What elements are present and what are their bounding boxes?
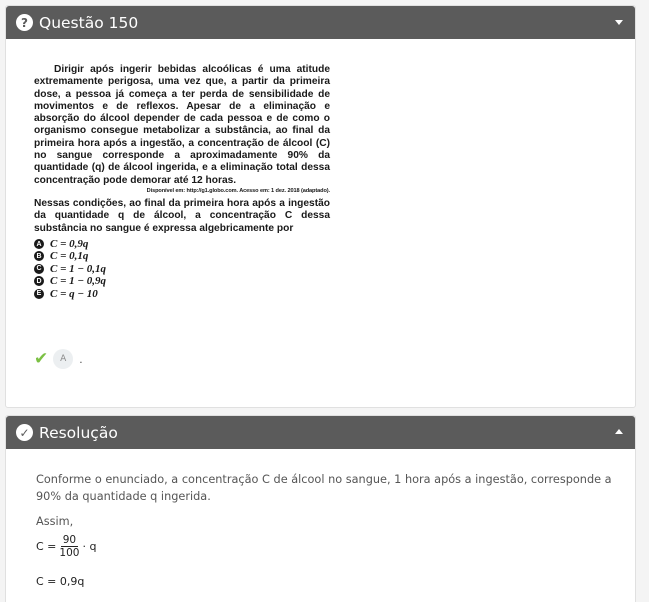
passage-source: Disponível em: http://g1.globo.com. Acesso em: 1 dez. 2018 (adaptado). (146, 187, 330, 194)
answer-row (34, 349, 83, 369)
resolution-result: C = 0,9q (36, 575, 85, 588)
question-passage: Dirigir após ingerir bebidas alcoólicas é uma atitude extremamente perigosa, uma vez que, a partir da primeira dose, a pessoa já começa a ter perda de sensibilidade de movimentos e de reflexos. Apesar de a eliminação e absorção do álcool depender de cada pessoa e de como o organismo consegue metabolizar a substância, ao final da primeira hora após a ingestão, a concentração de álcool (C) no sangue corresponde a aproximadamente 90% da quantidade (q) de álcool ingerida, e a eliminação total dessa concentração pode demorar até 12 horas. (34, 64, 330, 186)
option-text: C = q − 10 (50, 287, 98, 300)
option-text: C = 0,9q (50, 238, 89, 251)
question-title: Questão 150 (39, 13, 139, 32)
option-letter-e: E (34, 289, 44, 299)
chevron-up-icon[interactable] (615, 429, 623, 434)
resolution-body (36, 471, 616, 590)
option-b (34, 250, 330, 262)
question-panel-header[interactable] (6, 6, 635, 39)
formula-lhs: C = (36, 540, 57, 553)
check-icon: ✔ (34, 349, 49, 369)
option-text: C = 1 − 0,9q (50, 275, 107, 288)
option-letter-d: D (34, 276, 44, 286)
chevron-down-icon[interactable] (615, 20, 623, 25)
question-circle-icon: ? (16, 14, 33, 31)
option-a (34, 238, 330, 250)
option-letter-c: C (34, 264, 44, 274)
option-letter-b: B (34, 251, 44, 261)
check-circle-icon: ✓ (16, 424, 33, 441)
answer-badge: A (53, 349, 73, 369)
question-statement: Nessas condições, ao final da primeira hora após a ingestão da quantidade q de álcool, a concentração C dessa substância no sangue é expressa algebricamente por (34, 197, 330, 234)
option-text: C = 0,1q (50, 250, 89, 263)
option-d (34, 275, 330, 287)
option-e (34, 287, 330, 299)
answer-suffix: . (79, 352, 83, 366)
resolution-panel-header[interactable] (6, 416, 635, 449)
question-content (34, 64, 330, 300)
resolution-assim: Assim, (36, 515, 74, 528)
option-letter-a: A (34, 239, 44, 249)
formula-rhs: · q (82, 540, 97, 553)
resolution-panel (5, 415, 636, 602)
fraction-denominator: 100 (59, 547, 80, 559)
resolution-text: Conforme o enunciado, a concentração C de álcool no sangue, 1 hora após a ingestão, corresponde a 90% da quantidade q ingerida. (36, 473, 612, 503)
fraction-numerator: 90 (62, 534, 77, 546)
resolution-title: Resolução (39, 423, 118, 442)
formula-fraction (59, 534, 79, 559)
options-list (34, 238, 330, 300)
option-text: C = 1 − 0,1q (50, 262, 107, 275)
resolution-formula (36, 534, 616, 559)
option-c (34, 263, 330, 275)
